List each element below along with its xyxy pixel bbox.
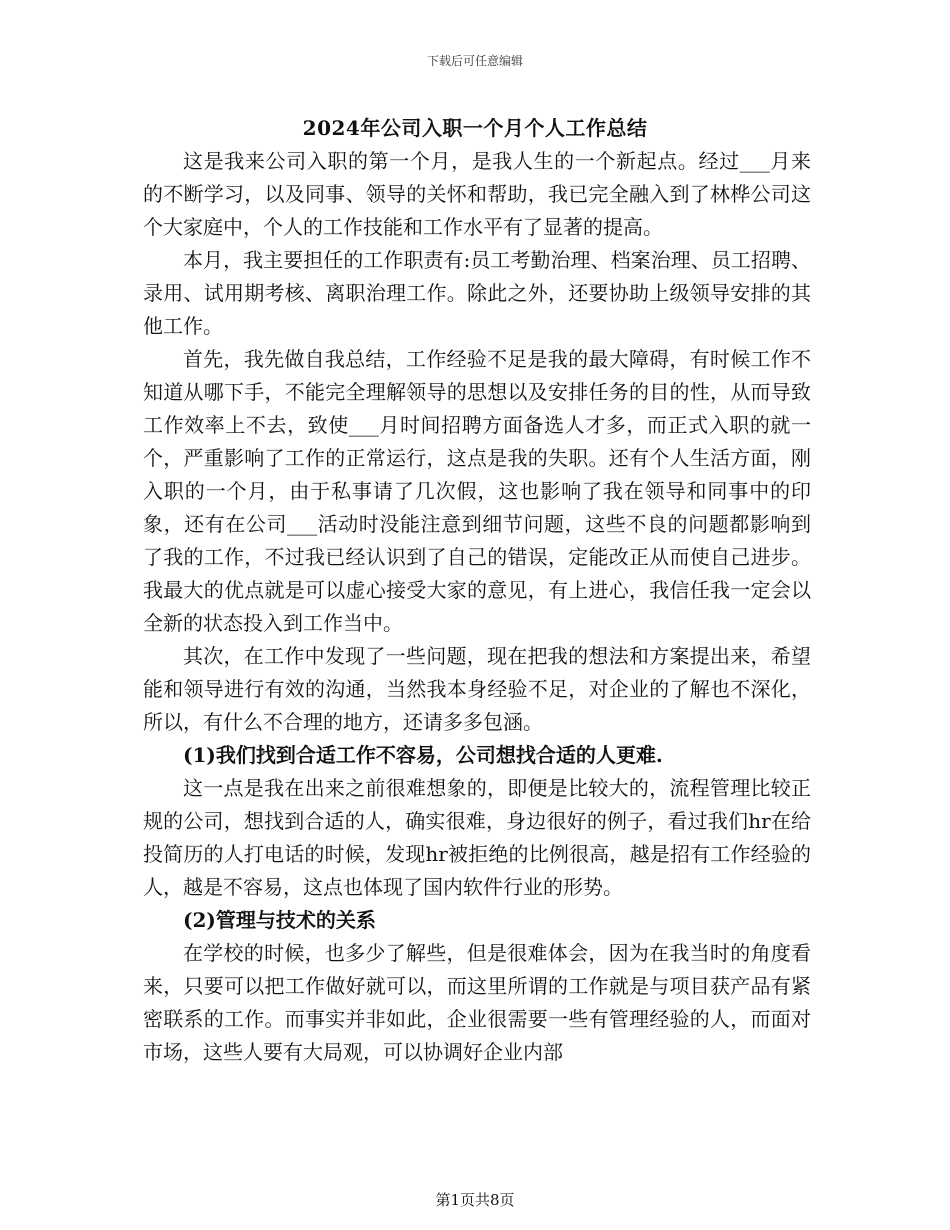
paragraph: 首先，我先做自我总结，工作经验不足是我的最大障碍，有时候工作不知道从哪下手，不能完全理解领导的思想以及安排任务的目的性，从而导致工作效率上不去，致使___月时间招聘方面备选人才多，而正式入职的就一个，严重影响了工作的正常运行，这点是我的失职。还有个人生活方面，刚入职的一个月，由于私事请了几次假，这也影响了我在领导和同事中的印象，还有在公司___活动时没能注意到细节问题，这些不良的问题都影响到了我的工作，不过我已经认识到了自己的错误，定能改正从而使自己进步。我最大的优点就是可以虚心接受大家的意见，有上进心，我信任我一定会以全新的状态投入到工作当中。 <box>143 347 811 635</box>
document-body <box>143 145 811 1069</box>
page-footer: 第1页共8页 <box>435 1191 515 1209</box>
paragraph: 在学校的时候，也多少了解些，但是很难体会，因为在我当时的角度看来，只要可以把工作做好就可以，而这里所谓的工作就是与项目获产品有紧密联系的工作。而事实并非如此，企业很需要一些有管理经验的人，而面对市场，这些人要有大局观，可以协调好企业内部 <box>143 941 811 1064</box>
document-title: 2024年公司入职一个月个人工作总结 <box>302 116 648 140</box>
section-heading: (2)管理与技术的关系 <box>183 908 376 932</box>
page-header: 下载后可任意编辑 <box>426 54 523 68</box>
paragraph: 这是我来公司入职的第一个月，是我人生的一个新起点。经过___月来的不断学习，以及同事、领导的关怀和帮助，我已完全融入到了林桦公司这个大家庭中，个人的工作技能和工作水平有了显著的提高。 <box>143 149 811 239</box>
section-heading: (1)我们找到合适工作不容易，公司想找合适的人更难. <box>183 743 663 767</box>
paragraph: 这一点是我在出来之前很难想象的，即便是比较大的，流程管理比较正规的公司，想找到合适的人，确实很难，身边很好的例子，看过我们hr在给投简历的人打电话的时候，发现hr被拒绝的比例很高，越是招有工作经验的人，越是不容易，这点也体现了国内软件行业的形势。 <box>143 776 811 899</box>
paragraph: 本月，我主要担任的工作职责有:员工考勤治理、档案治理、员工招聘、录用、试用期考核、离职治理工作。除此之外，还要协助上级领导安排的其他工作。 <box>143 248 811 338</box>
paragraph: 其次，在工作中发现了一些问题，现在把我的想法和方案提出来，希望能和领导进行有效的沟通，当然我本身经验不足，对企业的了解也不深化，所以，有什么不合理的地方，还请多多包涵。 <box>143 644 811 734</box>
